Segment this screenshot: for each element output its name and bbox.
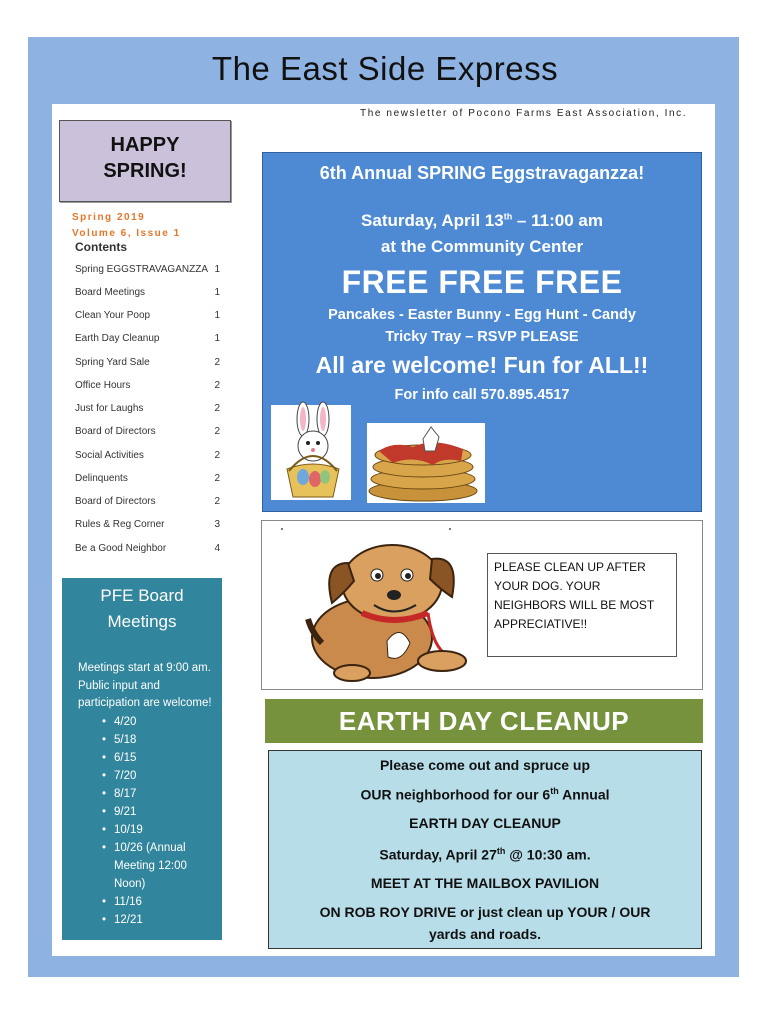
contents-heading: Contents (75, 240, 127, 254)
meeting-date: • 12/21 (114, 911, 222, 929)
toc-label: Just for Laughs (75, 403, 144, 414)
toc-label: Rules & Reg Corner (75, 519, 165, 530)
toc-item[interactable] (75, 519, 220, 533)
issue-season: Spring 2019 (72, 212, 146, 223)
puppy-icon (308, 545, 466, 681)
earth-line-7: yards and roads. (428, 926, 542, 942)
board-text: Meetings start at 9:00 am. Public input and participation are welcome! (78, 662, 212, 709)
meeting-date: • 4/20 (114, 713, 222, 731)
toc-item[interactable] (75, 543, 220, 557)
egg-date (263, 211, 701, 231)
happy-line-1: HAPPY (110, 134, 180, 156)
meeting-dates (62, 713, 222, 929)
toc-label: Board Meetings (75, 287, 146, 298)
toc-page: 2 (214, 357, 220, 368)
toc-item[interactable] (75, 357, 220, 371)
egg-info: For info call 570.895.4517 (394, 387, 570, 403)
toc-label: Board of Directors (75, 426, 156, 437)
earth-line-2 (269, 786, 701, 803)
toc-page: 2 (214, 473, 220, 484)
issue-volume: Volume 6, Issue 1 (72, 228, 181, 239)
earth-line-1: Please come out and spruce up (379, 757, 591, 773)
meeting-date: • 6/15 (114, 749, 222, 767)
toc-item[interactable] (75, 333, 220, 347)
toc-label: Clean Your Poop (75, 310, 151, 321)
egg-location: at the Community Center (380, 237, 584, 256)
toc-item[interactable] (75, 264, 220, 278)
eggstravaganza-box (262, 152, 702, 512)
happy-line-2: SPRING! (103, 160, 187, 182)
toc-item[interactable] (75, 473, 220, 487)
toc-item[interactable] (75, 496, 220, 510)
happy-spring-box (59, 120, 231, 202)
meeting-date: • 7/20 (114, 767, 222, 785)
egg-date-time: – 11:00 am (512, 211, 603, 230)
toc-label: Spring Yard Sale (75, 357, 150, 368)
earth-line-3: EARTH DAY CLEANUP (409, 815, 561, 831)
easter-bunny-icon (271, 402, 351, 500)
earth-line-2-sup: th (550, 786, 559, 796)
toc-page: 2 (214, 496, 220, 507)
toc-label: Spring EGGSTRAVAGANZZA (75, 264, 208, 275)
earth-line-2-end: Annual (558, 786, 610, 803)
toc-page: 1 (214, 264, 220, 275)
toc-item[interactable] (75, 287, 220, 301)
egg-line-2: Tricky Tray – RSVP PLEASE (385, 329, 579, 345)
toc-page: 2 (214, 403, 220, 414)
toc-page: 1 (214, 333, 220, 344)
toc-page: 2 (214, 426, 220, 437)
speck (280, 527, 284, 531)
toc-item[interactable] (75, 450, 220, 464)
meeting-date: • 11/16 (114, 893, 222, 911)
toc-label: Social Activities (75, 450, 144, 461)
toc-item[interactable] (75, 380, 220, 394)
bunny-pancakes-illustration (263, 401, 701, 511)
meeting-date: • 10/26 (Annual Meeting 12:00 Noon) (114, 839, 222, 893)
toc-page: 1 (214, 310, 220, 321)
toc-item[interactable] (75, 426, 220, 440)
toc-item[interactable] (75, 310, 220, 324)
earth-line-4-sup: th (496, 846, 506, 856)
egg-date-sup: th (503, 211, 513, 222)
toc-label: Board of Directors (75, 496, 156, 507)
toc-label: Be a Good Neighbor (75, 543, 167, 554)
toc-label: Earth Day Cleanup (75, 333, 160, 344)
earth-line-4-end: @ 10:30 am. (505, 846, 591, 863)
toc-page: 1 (214, 287, 220, 298)
meeting-date: • 8/17 (114, 785, 222, 803)
toc-page: 4 (214, 543, 220, 554)
toc-page: 3 (214, 519, 220, 530)
earth-line-5: MEET AT THE MAILBOX PAVILION (370, 875, 600, 891)
earth-line-6: ON ROB ROY DRIVE or just clean up YOUR / OUR (319, 904, 651, 920)
meeting-date: • 5/18 (114, 731, 222, 749)
newsletter-subtitle: The newsletter of Pocono Farms East Association, Inc. (360, 108, 688, 119)
earth-line-4 (269, 846, 701, 863)
earth-day-heading: EARTH DAY CLEANUP (265, 699, 703, 743)
newsletter-title: The East Side Express (211, 50, 559, 87)
board-meetings-box (62, 578, 222, 940)
pancakes-icon (367, 423, 485, 503)
toc-page: 2 (214, 450, 220, 461)
issue-info (72, 210, 181, 242)
dog-cleanup-note: PLEASE CLEAN UP AFTER YOUR DOG. YOUR NEIGHBORS WILL BE MOST APPRECIATIVE!! (487, 553, 677, 657)
egg-line-1: Pancakes - Easter Bunny - Egg Hunt - Candy (328, 307, 636, 323)
board-heading-1: PFE Board (100, 586, 184, 605)
meeting-date: • 10/19 (114, 821, 222, 839)
egg-welcome: All are welcome! Fun for ALL!! (315, 352, 649, 378)
toc-item[interactable] (75, 403, 220, 417)
toc-label: Delinquents (75, 473, 128, 484)
earth-line-4-text: Saturday, April 27 (379, 846, 497, 863)
speck (448, 527, 452, 531)
egg-free: FREE FREE FREE (341, 264, 623, 300)
toc-label: Office Hours (75, 380, 131, 391)
earth-day-box (268, 750, 702, 949)
egg-date-text: Saturday, April 13 (361, 211, 504, 230)
board-heading-2: Meetings (107, 612, 177, 631)
toc-page: 2 (214, 380, 220, 391)
meeting-date: • 9/21 (114, 803, 222, 821)
earth-line-2-text: OUR neighborhood for our 6 (360, 786, 551, 803)
egg-title: 6th Annual SPRING Eggstravaganzza! (319, 163, 645, 183)
dog-illustration (282, 523, 502, 689)
